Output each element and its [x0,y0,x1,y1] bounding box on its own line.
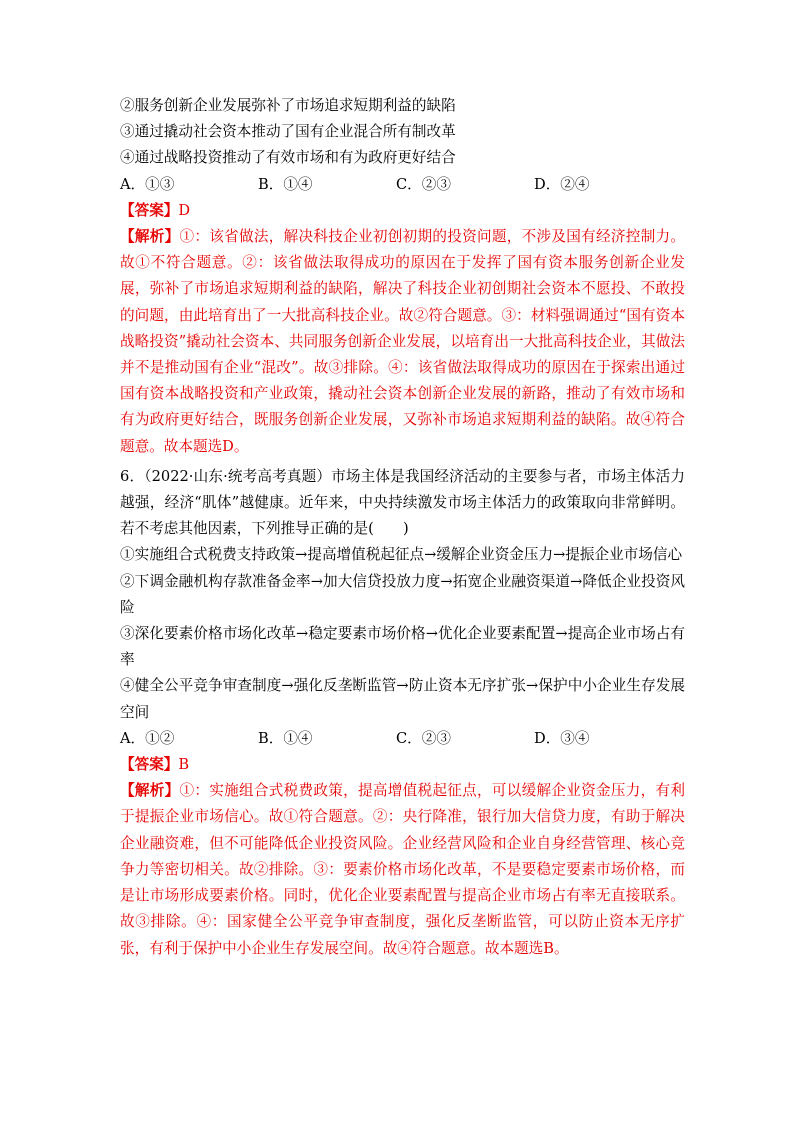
q6-analysis-text: ①：实施组合式税费政策，提高增值税起征点，可以缓解企业资金压力，有利于提振企业市场信心。故①符合题意。②：央行降准，银行加大信贷力度，有助于解决企业融资难，但不可能降低企业投资风险。企业经营风险和企业自身经营管理、核心竞争力等密切相关。故②排除。③：要素价格市场化改革，不是要稳定要素市场价格，而是让市场形成要素价格。同时，优化企业要素配置与提高企业市场占有率无直接联系。故③排除。④：国家健全公平竞争审查制度，强化反垄断监管，可以防止资本无序扩张，有利于保护中小企业生存发展空间。故④符合题意。故本题选B。 [120,782,685,957]
q5-answer-label: 【答案】 [120,201,179,219]
q6-statement: ④健全公平竞争审查制度→强化反垄断监管→防止资本无序扩张→保护中小企业生存发展空间 [120,677,685,721]
q6-option-d: D．③④ [534,729,590,747]
q5-statement: ④通过战略投资推动了有效市场和有为政府更好结合 [120,149,456,167]
q6-stem: 6．（2022·山东·统考高考真题）市场主体是我国经济活动的主要参与者，市场主体活力越强，经济“肌体”越健康。近年来，中央持续激发市场主体活力的政策取向非常鲜明。若不考虑其他因素，下列推导正确的是( ) [120,467,685,538]
q5-option-c: C．②③ [396,175,451,193]
q5-statement: ②服务创新企业发展弥补了市场追求短期利益的缺陷 [120,97,456,114]
q5-answer [120,198,685,224]
q6-option-a: A．①② [120,729,175,747]
q5-option-a: A．①③ [120,175,175,193]
q5-option-b: B．①④ [258,175,313,193]
q6-answer-value: B [178,756,190,774]
q6-statement: ③深化要素价格市场化改革→稳定要素市场价格→优化企业要素配置→提高企业市场占有率 [120,625,685,669]
q6-statement: ②下调金融机构存款准备金率→加大信贷投放力度→拓宽企业融资渠道→降低企业投资风险 [120,572,685,616]
q5-options [120,172,685,198]
q5-answer-value: D [178,201,191,219]
q6-options [120,726,685,752]
q6-answer-label: 【答案】 [120,756,179,774]
q6-statement: ①实施组合式税费支持政策→提高增值税起征点→缓解企业资金压力→提振企业市场信心 [120,546,683,564]
q5-option-d: D．②④ [534,175,590,193]
q5-statement: ③通过撬动社会资本推动了国有企业混合所有制改革 [120,123,456,141]
q5-analysis-text: ①：该省做法，解决科技企业初创初期的投资问题，不涉及国有经济控制力。故①不符合题意。②：该省做法取得成功的原因在于发挥了国有资本服务创新企业发展，弥补了市场追求短期利益的缺陷，解决了科技企业初创期社会资本不愿投、不敢投的问题，由此培育出了一大批高科技企业。故②符合题意。③：材料强调通过“国有资本战略投资”撬动社会资本、共同服务创新企业发展，以培育出一大批高科技企业，其做法并不是推动国有企业“混改”。故③排除。④：该省做法取得成功的原因在于探索出通过国有资本战略投资和产业政策，撬动社会资本创新企业发展的新路，推动了有效市场和有为政府更好结合，既服务创新企业发展，又弥补市场追求短期利益的缺陷。故④符合题意。故本题选D。 [120,228,685,455]
document-body [120,93,685,962]
q6-analysis [120,778,685,961]
q6-analysis-label: 【解析】 [120,782,180,800]
q6-option-c: C．②③ [396,729,451,747]
q5-analysis [120,224,685,460]
q5-analysis-label: 【解析】 [120,228,180,246]
q6-option-b: B．①④ [258,729,313,747]
q6-answer [120,752,685,778]
